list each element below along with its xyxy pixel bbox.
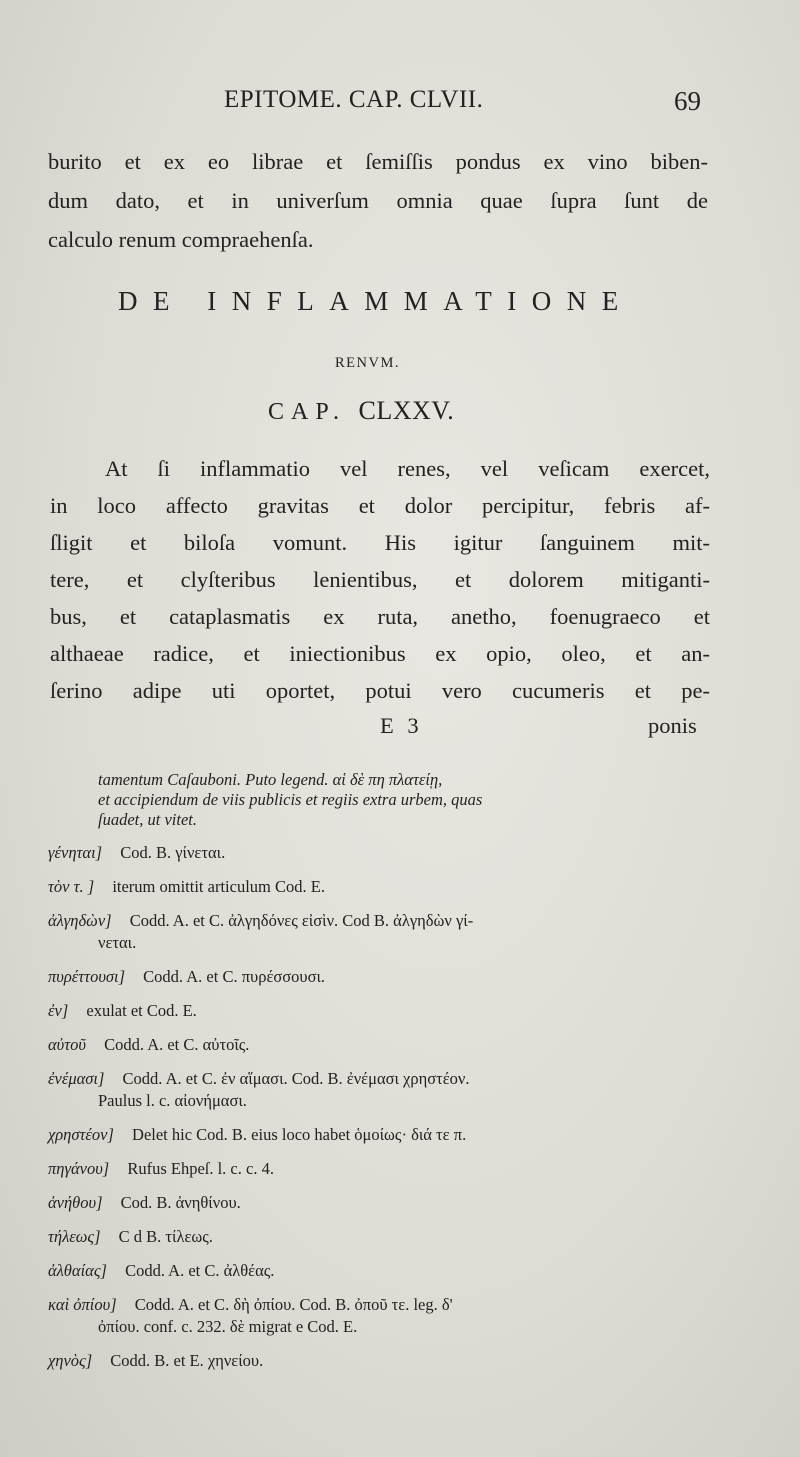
- chapter-label: CAP.: [268, 399, 347, 425]
- section-title: DE INFLAMMATIONE: [118, 286, 634, 316]
- note-text-continued: ὀπίου. conf. c. 232. δὲ migrat e Cod. E.: [98, 1317, 358, 1336]
- note-entry: [48, 966, 713, 988]
- note-text: Codd. A. et C. αὐτοῖς.: [104, 1035, 250, 1054]
- note-text: Codd. A. et C. ἀλγηδόνες εἰσὶν. Cod B. ἀλγηδὼν γί-: [129, 911, 474, 930]
- note-lemma: ἀλγηδὼν]: [48, 911, 112, 930]
- note-lemma: τὸν τ. ]: [48, 877, 95, 896]
- note-lemma: ἀνήθου]: [48, 1193, 103, 1212]
- text-line: in loco affecto gravitas et dolor percipitur, febris af-: [50, 493, 710, 518]
- note-entry: [48, 876, 713, 898]
- note-text: Codd. A. et C. ἐν αἵμασι. Cod. B. ἐνέμασι χρηστέον.: [122, 1069, 470, 1088]
- note-lemma: τήλεως]: [48, 1227, 101, 1246]
- note-entry: [48, 910, 713, 954]
- note-entry: [48, 1068, 713, 1112]
- note-text: Codd. A. et C. πυρέσσουσι.: [143, 967, 326, 986]
- note-lemma: πυρέττουσι]: [48, 967, 126, 986]
- page-number: 69: [674, 86, 701, 116]
- catchword: ponis: [648, 713, 697, 738]
- running-title: EPITOME. CAP. CLVII.: [224, 86, 484, 113]
- section-subtitle: RENVM.: [335, 355, 400, 371]
- chapter-number: CLXXV.: [358, 396, 455, 425]
- note-text: Delet hic Cod. B. eius loco habet ὁμοίως· διά τε π.: [132, 1125, 467, 1144]
- note-lemma: ἐν]: [48, 1001, 69, 1020]
- note-entry: [48, 1226, 713, 1248]
- note-line: et accipiendum de viis publicis et regiis extra urbem, quas: [98, 790, 483, 809]
- note-text: Rufus Ehpeſ. l. c. c. 4.: [127, 1159, 274, 1178]
- note-entry: [48, 1192, 713, 1214]
- note-lemma: γένηται]: [48, 843, 103, 862]
- text-line: althaeae radice, et iniectionibus ex opio, oleo, et an-: [50, 641, 710, 666]
- note-lemma: αὐτοῦ: [48, 1035, 86, 1054]
- note-entry: [48, 1294, 713, 1338]
- note-entry: [48, 842, 713, 864]
- note-lemma: ἀλθαίας]: [48, 1261, 107, 1280]
- note-entry: [48, 1260, 713, 1282]
- note-lemma: χρηστέον]: [48, 1125, 114, 1144]
- text-line: dum dato, et in univerſum omnia quae ſupra ſunt de: [48, 188, 708, 213]
- note-text: iterum omittit articulum Cod. E.: [112, 877, 325, 896]
- note-text: Codd. A. et C. ἀλθέας.: [125, 1261, 275, 1280]
- chapter-heading: [268, 396, 454, 426]
- note-line: ſuadet, ut vitet.: [98, 810, 197, 829]
- text-line: ſerino adipe uti oportet, potui vero cucumeris et pe-: [50, 678, 710, 703]
- note-text: Codd. B. et E. χηνείου.: [110, 1351, 264, 1370]
- signature-mark: E 3: [380, 713, 423, 738]
- note-text-continued: νεται.: [98, 933, 137, 952]
- note-lemma: χηνὸς]: [48, 1351, 93, 1370]
- note-entry: [48, 1350, 713, 1372]
- text-line: bus, et cataplasmatis ex ruta, anetho, foenugraeco et: [50, 604, 710, 629]
- text-line: burito et ex eo librae et ſemiſſis pondus ex vino biben-: [48, 149, 708, 174]
- intro-paragraph: [48, 142, 708, 259]
- text-line: calculo renum compraehenſa.: [48, 227, 314, 252]
- text-line: At ſi inflammatio vel renes, vel veſicam exercet,: [105, 456, 710, 481]
- text-line: ſligit et biloſa vomunt. His igitur ſanguinem mit-: [50, 530, 710, 555]
- note-lemma: καὶ ὀπίου]: [48, 1295, 117, 1314]
- note-entry: [48, 1158, 713, 1180]
- page-footer-line: [0, 713, 800, 749]
- note-text: Cod. B. ἀνηθίνου.: [120, 1193, 241, 1212]
- note-lemma: πηγάνου]: [48, 1159, 110, 1178]
- note-text: Cod. B. γίνεται.: [120, 843, 226, 862]
- critical-notes: [48, 770, 713, 1372]
- note-entry: [48, 1124, 713, 1146]
- note-text-continued: Paulus l. c. αἰονήμασι.: [98, 1091, 247, 1110]
- chapter-paragraph: [50, 450, 710, 709]
- note-entry: [48, 1034, 713, 1056]
- page-header: [0, 86, 800, 126]
- note-text: C d B. τίλεως.: [118, 1227, 213, 1246]
- note-entry: [48, 1000, 713, 1022]
- note-text: Codd. A. et C. δὴ ὀπίου. Cod. B. ὀποῦ τε. leg. δ': [134, 1295, 453, 1314]
- note-continuation: [48, 770, 713, 830]
- note-line: tamentum Caſauboni. Puto legend. αἱ δὲ πη πλατείῃ,: [98, 770, 443, 789]
- text-line: tere, et clyſteribus lenientibus, et dolorem mitiganti-: [50, 567, 710, 592]
- note-lemma: ἐνέμασι]: [48, 1069, 105, 1088]
- note-text: exulat et Cod. E.: [86, 1001, 197, 1020]
